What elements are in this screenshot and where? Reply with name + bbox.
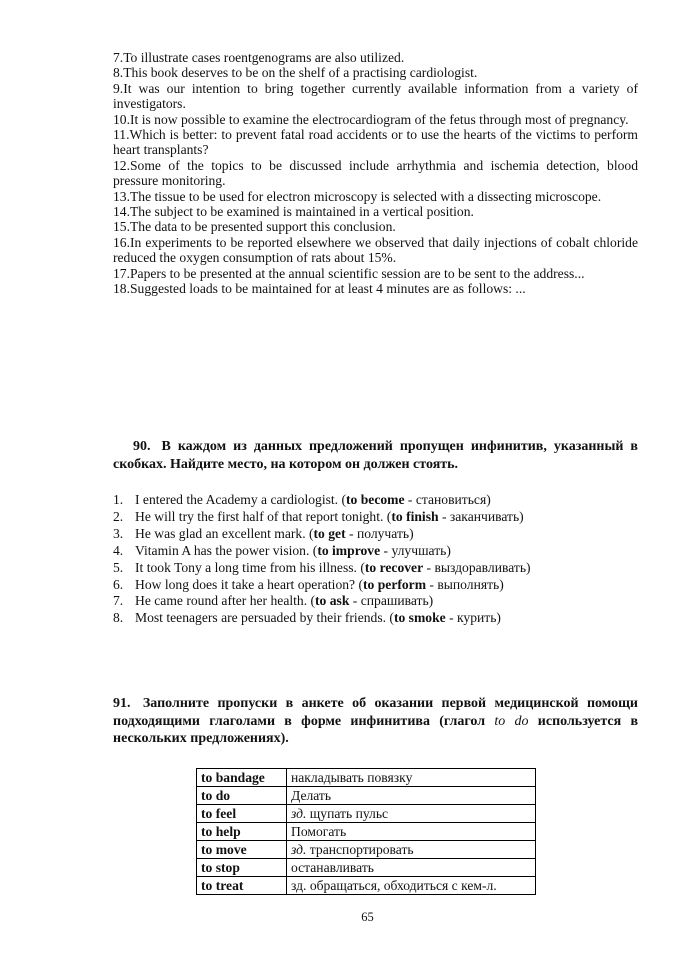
- table-row: to do Делать: [197, 787, 536, 805]
- sentence-18: 18.Suggested loads to be maintained for at least 4 minutes are as follows: ...: [113, 281, 526, 297]
- sentence-13: 13.The tissue to be used for electron microscopy is selected with a dissecting microscope.: [113, 188, 602, 204]
- sentence-7: 7.To illustrate cases roentgenograms are also utilized.: [113, 50, 405, 65]
- sentence-14: 14.The subject to be examined is maintained in a vertical position.: [113, 204, 474, 220]
- list-item: 2. He will try the first half of that report tonight. (to finish - заканчивать): [113, 508, 524, 524]
- table-row: to bandage накладывать повязку: [197, 769, 536, 787]
- sentence-9: 9.It was our intention to bring together currently available information from a variety of investigators.: [113, 80, 638, 112]
- exercise-90-number: 90.: [133, 439, 151, 454]
- exercise-91-heading: 91. Заполните пропуски в анкете об оказании первой медицинской помощи подходящими глаголами в форме инфинитива (глагол to do используется в нескольких предложениях).: [113, 696, 639, 746]
- sentence-10: 10.It is now possible to examine the electrocardiogram of the fetus through most of pregnancy.: [113, 111, 629, 127]
- list-item: 5. It took Tony a long time from his illness. (to recover - выздоравливать): [113, 559, 531, 575]
- table-row: to stop останавливать: [197, 859, 536, 877]
- exercise-90-instruction: В каждом из данных предложений пропущен инфинитив, указанный в скобках. Найдите место, на котором он должен стоять.: [113, 439, 638, 472]
- table-row: to help Помогать: [197, 823, 536, 841]
- sentence-17: 17.Papers to be presented at the annual scientific session are to be sent to the address...: [113, 265, 585, 281]
- page-number: 65: [361, 910, 374, 924]
- sentence-8: 8.This book deserves to be on the shelf of a practising cardiologist.: [113, 65, 478, 81]
- sentence-16: 16.In experiments to be reported elsewhere we observed that daily injections of cobalt chloride reduced the oxygen consumption of rats about 15%.: [113, 234, 638, 266]
- sentence-12: 12.Some of the topics to be discussed include arrhythmia and ischemia detection, blood pressure monitoring.: [113, 157, 638, 189]
- exercise-91-number: 91.: [113, 696, 131, 711]
- table-row: to treat зд. обращаться, обходиться с кем-л.: [197, 877, 536, 895]
- exercise-90-items: [113, 492, 638, 627]
- sentence-15: 15.The data to be presented support this conclusion.: [113, 219, 396, 235]
- exercise-90-heading: [113, 438, 638, 473]
- list-item: 6. How long does it take a heart operation? (to perform - выполнять): [113, 576, 504, 592]
- vocabulary-table: [196, 768, 536, 895]
- list-item: 3. He was glad an excellent mark. (to get - получать): [113, 525, 414, 541]
- list-item: 1. I entered the Academy a cardiologist. (to become - становиться): [113, 492, 491, 507]
- list-item: 7. He came round after her health. (to ask - спрашивать): [113, 593, 434, 609]
- table-row: to move зд. транспортировать: [197, 841, 536, 859]
- table-row: to feel зд. щупать пульс: [197, 805, 536, 823]
- list-item: 8. Most teenagers are persuaded by their friends. (to smoke - курить): [113, 610, 501, 626]
- sentence-list: [113, 50, 638, 297]
- sentence-11: 11.Which is better: to prevent fatal road accidents or to use the hearts of the victims to perform heart transplants?: [113, 127, 638, 158]
- list-item: 4. Vitamin A has the power vision. (to improve - улучшать): [113, 542, 451, 558]
